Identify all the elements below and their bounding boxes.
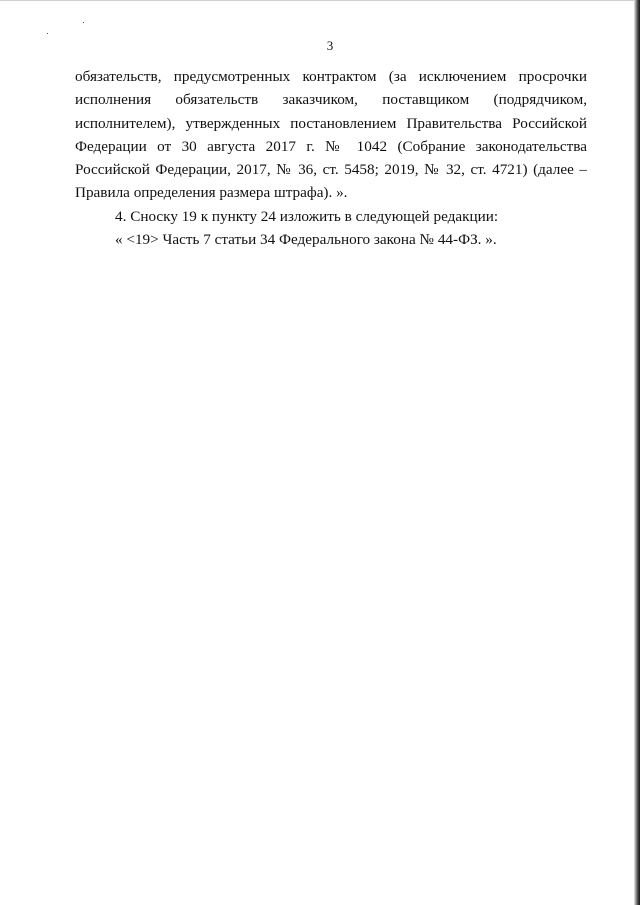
paragraph-continuation: обязательств, предусмотренных контрактом (за исключением просрочки исполнения обязательств заказчиком, поставщиком (подрядчиком, исполнителем), утвержденных постановлением Правительства Российской Федерации от 30 августа 2017 г. № 1042 (Собрание законодательства Российской Федерации, 2017, № 36, ст. 5458; 2019, № 32, ст. 4721) (далее – Правила определения размера штрафа). ». [75,68,587,202]
page-number: 3 [326,38,334,53]
scan-speck [83,22,84,23]
document-body [75,65,587,251]
paragraph-item-4: 4. Сноску 19 к пункту 24 изложить в следующей редакции: [115,207,499,225]
scan-right-edge-shadow [634,0,640,905]
scan-top-edge [0,0,640,1]
paragraph-footnote-19: « <19> Часть 7 статьи 34 Федерального закона № 44-ФЗ. ». [115,231,497,249]
scan-speck [47,33,48,34]
